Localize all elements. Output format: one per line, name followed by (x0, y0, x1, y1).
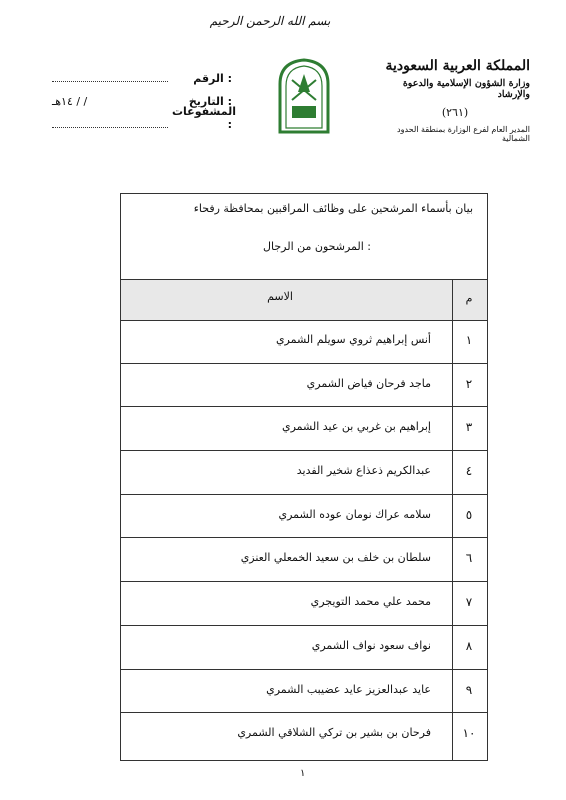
table-header (121, 279, 487, 321)
table-row (121, 582, 487, 626)
row-name: سلطان بن خلف بن سعيد الخمعلي العنزي (240, 551, 431, 565)
ref-dotted-line (52, 81, 168, 82)
row-number: ٣ (465, 420, 473, 435)
reference-fields (52, 62, 236, 131)
row-number: ٢ (465, 376, 473, 391)
page-number: ١ (300, 768, 306, 779)
table-caption: بيان بأسماء المرشحين على وظائف المراقبين بمحافظة رفحاء (193, 202, 473, 215)
row-name: فرحان بن بشير بن تركي الشلاقي الشمري (237, 726, 431, 740)
row-number: ٨ (465, 638, 473, 653)
table-row (121, 670, 487, 714)
row-name: نواف سعود نواف الشمري (311, 638, 431, 652)
table-row (121, 364, 487, 408)
table-row (121, 451, 487, 495)
table-row (121, 320, 487, 364)
col-header-name: الاسم (267, 290, 293, 303)
candidates-table (120, 193, 488, 761)
attachments-dotted-line (52, 127, 168, 128)
row-number: ٧ (465, 595, 473, 610)
row-number: ١ (465, 333, 473, 347)
ministry-code: (٢٦١) (441, 106, 469, 119)
table-row (121, 495, 487, 539)
branch-title: المدير العام لفرع الوزارة بمنطقة الحدود الشمالية (397, 125, 530, 143)
ref-row (52, 62, 232, 85)
table-row (121, 626, 487, 670)
row-name: إبراهيم بن غربي بن عيد الشمري (281, 420, 431, 434)
table-row (121, 713, 487, 757)
col-header-number: م (465, 292, 473, 305)
table-row (121, 538, 487, 582)
row-name: أنس إبراهيم ثروي سويلم الشمري (275, 333, 431, 346)
attachments-row (52, 105, 236, 131)
row-name: عبدالكريم ذعذاع شخير الفديد (296, 464, 431, 478)
table-subcaption: : المرشحون من الرجال (263, 240, 371, 253)
ref-label: الرقم : (193, 72, 232, 85)
row-name: ماجد فرحان فياض الشمري (306, 376, 431, 390)
row-number: ٦ (465, 551, 473, 566)
row-name: سلامه عراك نومان عوده الشمري (278, 507, 431, 521)
table-body (121, 320, 487, 757)
attachments-label: المشفوعات : (172, 105, 236, 131)
row-number: ٥ (465, 507, 473, 522)
row-number: ٩ (465, 682, 473, 697)
kingdom-title: المملكة العربية السعودية (385, 58, 530, 74)
ministry-emblem-icon (276, 58, 332, 134)
table-row (121, 407, 487, 451)
row-number: ١٠ (462, 726, 476, 741)
row-name: عايد عبدالعزيز عايد عضيبب الشمري (266, 682, 431, 696)
row-number: ٤ (465, 464, 473, 479)
ministry-letterhead (380, 58, 530, 143)
row-name: محمد علي محمد التويجري (310, 595, 431, 609)
ministry-title: وزارة الشؤون الإسلامية والدعوة والإرشاد (402, 78, 530, 100)
date-value: / / ١٤هـ (52, 95, 88, 108)
basmala: بسم الله الرحمن الرحيم (209, 14, 331, 28)
date-label: التاريخ : (188, 95, 232, 108)
